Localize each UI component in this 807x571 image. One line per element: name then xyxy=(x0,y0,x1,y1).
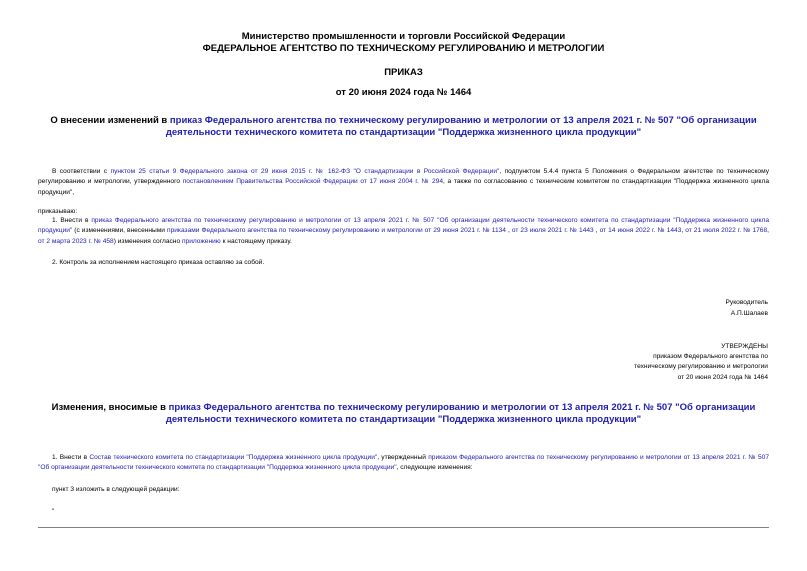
bottom-divider xyxy=(38,527,769,528)
preamble-text-1: В соответствии с xyxy=(52,168,111,175)
document-title xyxy=(30,115,777,139)
order-1134-link[interactable]: приказами Федерального агентства по техническому регулированию и метрологии от 29 июня 2021 г. № 1134 xyxy=(167,227,506,235)
header-block xyxy=(0,31,807,55)
point-3-text: пункт 3 изложить в следующей редакции: xyxy=(52,486,180,493)
order-1443-2021-link[interactable]: от 23 июля 2021 г. № 1443 xyxy=(511,227,594,235)
changes-title-prefix: Изменения, вносимые в xyxy=(51,402,169,413)
agency-name: ФЕДЕРАЛЬНОЕ АГЕНТСТВО ПО ТЕХНИЧЕСКОМУ РЕГУЛИРОВАНИЮ И МЕТРОЛОГИИ xyxy=(202,43,605,54)
change1-text-2: , утвержденный xyxy=(377,454,429,461)
change1-text-1: 1. Внести в xyxy=(52,454,90,461)
order-458-link[interactable]: от 2 марта 2023 г. № 458 xyxy=(38,237,114,245)
item1-text-4: , xyxy=(593,227,600,235)
preamble-text-2: , подпунктом 5.4.4 пункта 5 Положения о Федеральном агентстве по техническому регулированию и метрологии, утвержденного xyxy=(38,168,769,186)
item1-text-2: (с изменениями, внесенными xyxy=(72,227,167,235)
item1-text-6: , xyxy=(767,227,769,235)
approved-line-1: приказом Федерального агентства по xyxy=(653,353,768,360)
government-decree-link[interactable]: постановлением Правительства Российской Федерации от 17 июня 2004 г. № 294 xyxy=(182,178,444,186)
item1-text-3: , xyxy=(505,227,512,235)
signature-role: Руководитель xyxy=(725,299,768,306)
item1-text-5: , xyxy=(681,227,686,235)
approved-word: УТВЕРЖДЕНЫ xyxy=(721,343,768,350)
change-order-507-link[interactable]: приказом Федерального агентства по техническому регулированию и метрологии от 13 апреля 2021 г. № 507 "Об организации деятельности технического комитета по стандартизации "Поддержка жизненного цикла продукции" xyxy=(38,454,769,472)
item-2-paragraph: 2. Контроль за исполнением настоящего приказа оставляю за собой. xyxy=(52,259,265,266)
order-507-link[interactable]: приказ Федерального агентства по техническому регулированию и метрологии от 13 апреля 2021 г. № 507 "Об организации деятельности технического комитета по стандартизации "Поддержка жизненного цикла продукции" xyxy=(38,217,769,235)
approved-line-3: от 20 июня 2024 года № 1464 xyxy=(677,374,768,381)
order-1443-2022-link[interactable]: от 14 июня 2022 г. № 1443 xyxy=(599,227,682,235)
ministry-name: Министерство промышленности и торговли Российской Федерации xyxy=(241,31,566,42)
signature-name: А.П.Шалаев xyxy=(730,310,768,317)
title-link[interactable]: приказ Федерального агентства по техническому регулированию и метрологии от 13 апреля 2021 г. № 507 "Об организации деятельности технического комитета по стандартизации "Поддержка жизненного цикла продукции" xyxy=(165,115,757,138)
item1-text-8: к настоящему приказу. xyxy=(220,237,292,245)
change1-text-3: , следующие изменения: xyxy=(396,464,473,472)
title-prefix: О внесении изменений в xyxy=(50,115,170,126)
changes-title-link[interactable]: приказ Федерального агентства по техническому регулированию и метрологии от 13 апреля 2021 г. № 507 "Об организации деятельности технического комитета по стандартизации "Поддержка жизненного цикла продукции" xyxy=(165,402,756,425)
item1-text-7: ) изменения согласно xyxy=(113,237,182,245)
order-1768-link[interactable]: от 21 июля 2022 г. № 1768 xyxy=(685,227,768,235)
item-1-paragraph xyxy=(38,216,769,247)
preamble-text-3: , а также по согласованию с техническим комитетом по стандартизации "Поддержка жизненного цикла продукции", xyxy=(38,178,769,196)
change-1-paragraph xyxy=(38,453,769,474)
committee-composition-link[interactable]: Состав технического комитета по стандартизации "Поддержка жизненного цикла продукции" xyxy=(89,454,378,461)
orders-word: приказываю: xyxy=(38,208,78,215)
approved-line-2: техническому регулированию и метрологии xyxy=(634,363,768,370)
doc-type: ПРИКАЗ xyxy=(384,67,423,78)
appendix-link[interactable]: приложению xyxy=(181,237,221,245)
quote-mark: " xyxy=(52,508,55,515)
changes-title xyxy=(30,402,777,426)
doc-date-number: от 20 июня 2024 года № 1464 xyxy=(335,87,472,98)
item1-text-1: 1. Внести в xyxy=(52,217,92,224)
preamble-paragraph xyxy=(38,167,769,198)
law-link[interactable]: пунктом 25 статьи 9 Федерального закона от 29 июня 2015 г. № 162-ФЗ "О стандартизации в Российской Федерации" xyxy=(110,168,500,175)
